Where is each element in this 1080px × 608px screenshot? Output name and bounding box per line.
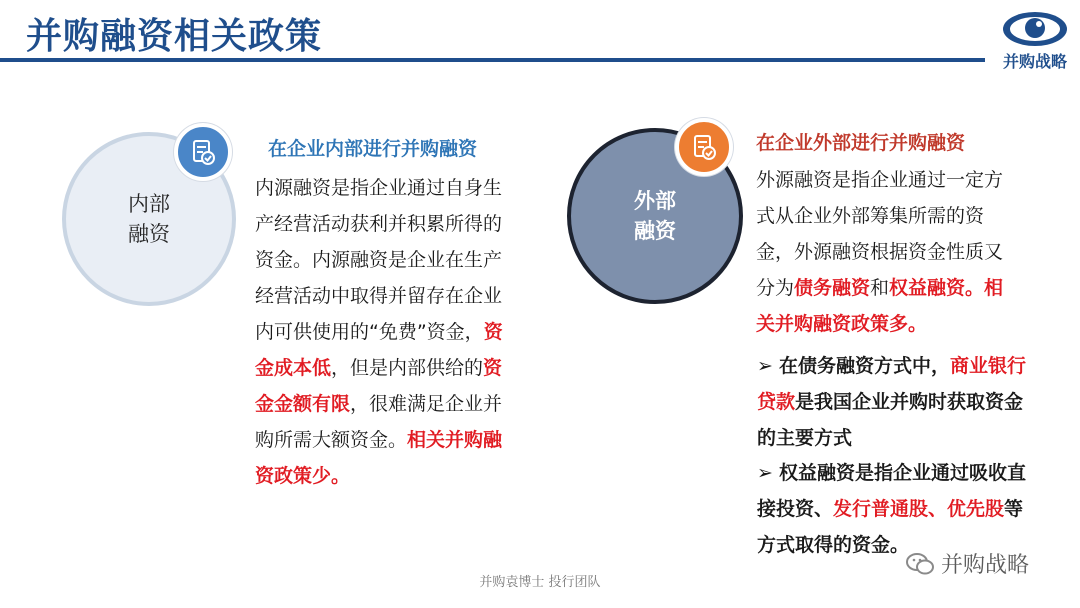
arrow-bullet-icon: ➢ (757, 355, 773, 377)
external-text-b: 和 (870, 277, 890, 299)
internal-text-c: ，很难满足企业并购所需大额资金。 (255, 393, 503, 451)
brand-logo (995, 8, 1075, 70)
internal-text-b: ，但是内部供给的 (331, 357, 484, 379)
circle-label-line1: 外部 (634, 189, 676, 213)
arrow-bullet-icon: ➢ (757, 462, 773, 484)
document-check-icon (675, 118, 733, 176)
external-description (756, 162, 1021, 342)
circle-label-line1: 内部 (128, 192, 170, 216)
bullet-text-a: 在债务融资方式中， (779, 355, 951, 377)
footer-credit: 并购袁博士 投行团队 (479, 575, 601, 590)
external-subtitle: 在企业外部进行并购融资 (756, 132, 966, 154)
internal-text-a: 内源融资是指企业通过自身生产经营活动获利并积累所得的资金。内源融资是企业在生产经营活动中取得并留存在企业内可供使用的“免费”资金， (255, 177, 503, 343)
circle-label-line2: 融资 (634, 219, 676, 243)
internal-description (255, 170, 515, 494)
bullet-text-b: 等方式取得的资金。 (757, 498, 1024, 556)
highlight-equity-financing: 权益融资。相关并购融资政策多。 (756, 277, 1004, 335)
bullet-debt (757, 348, 1027, 456)
highlight-bank-loan: 商业银行贷款 (757, 355, 1027, 413)
logo-text: 并购战略 (1002, 52, 1067, 71)
bullet-text-a: 权益融资是指企业通过吸收直接投资、 (757, 462, 1027, 520)
watermark (905, 548, 1029, 579)
highlight-limited-amount: 资金金额有限 (255, 357, 503, 415)
page-title: 并购融资相关政策 (26, 16, 323, 57)
bullet-text-b: 是我国企业并购时获取资金的主要方式 (757, 391, 1024, 449)
watermark-text: 并购战略 (941, 553, 1030, 578)
title-divider (0, 58, 985, 62)
wechat-icon (905, 551, 935, 577)
document-check-icon (174, 123, 232, 181)
bullet-equity (757, 455, 1027, 563)
eye-logo-icon (995, 8, 1075, 50)
external-text-a: 外源融资是指企业通过一定方式从企业外部筹集所需的资金，外源融资根据资金性质又分为 (756, 169, 1004, 299)
highlight-debt-financing: 债务融资 (794, 277, 871, 299)
circle-label-line2: 融资 (128, 222, 170, 246)
internal-subtitle: 在企业内部进行并购融资 (268, 138, 478, 160)
highlight-few-policies: 相关并购融资政策少。 (255, 429, 503, 487)
highlight-low-cost: 资金成本低 (255, 321, 503, 379)
highlight-shares: 发行普通股、优先股 (833, 498, 1005, 520)
